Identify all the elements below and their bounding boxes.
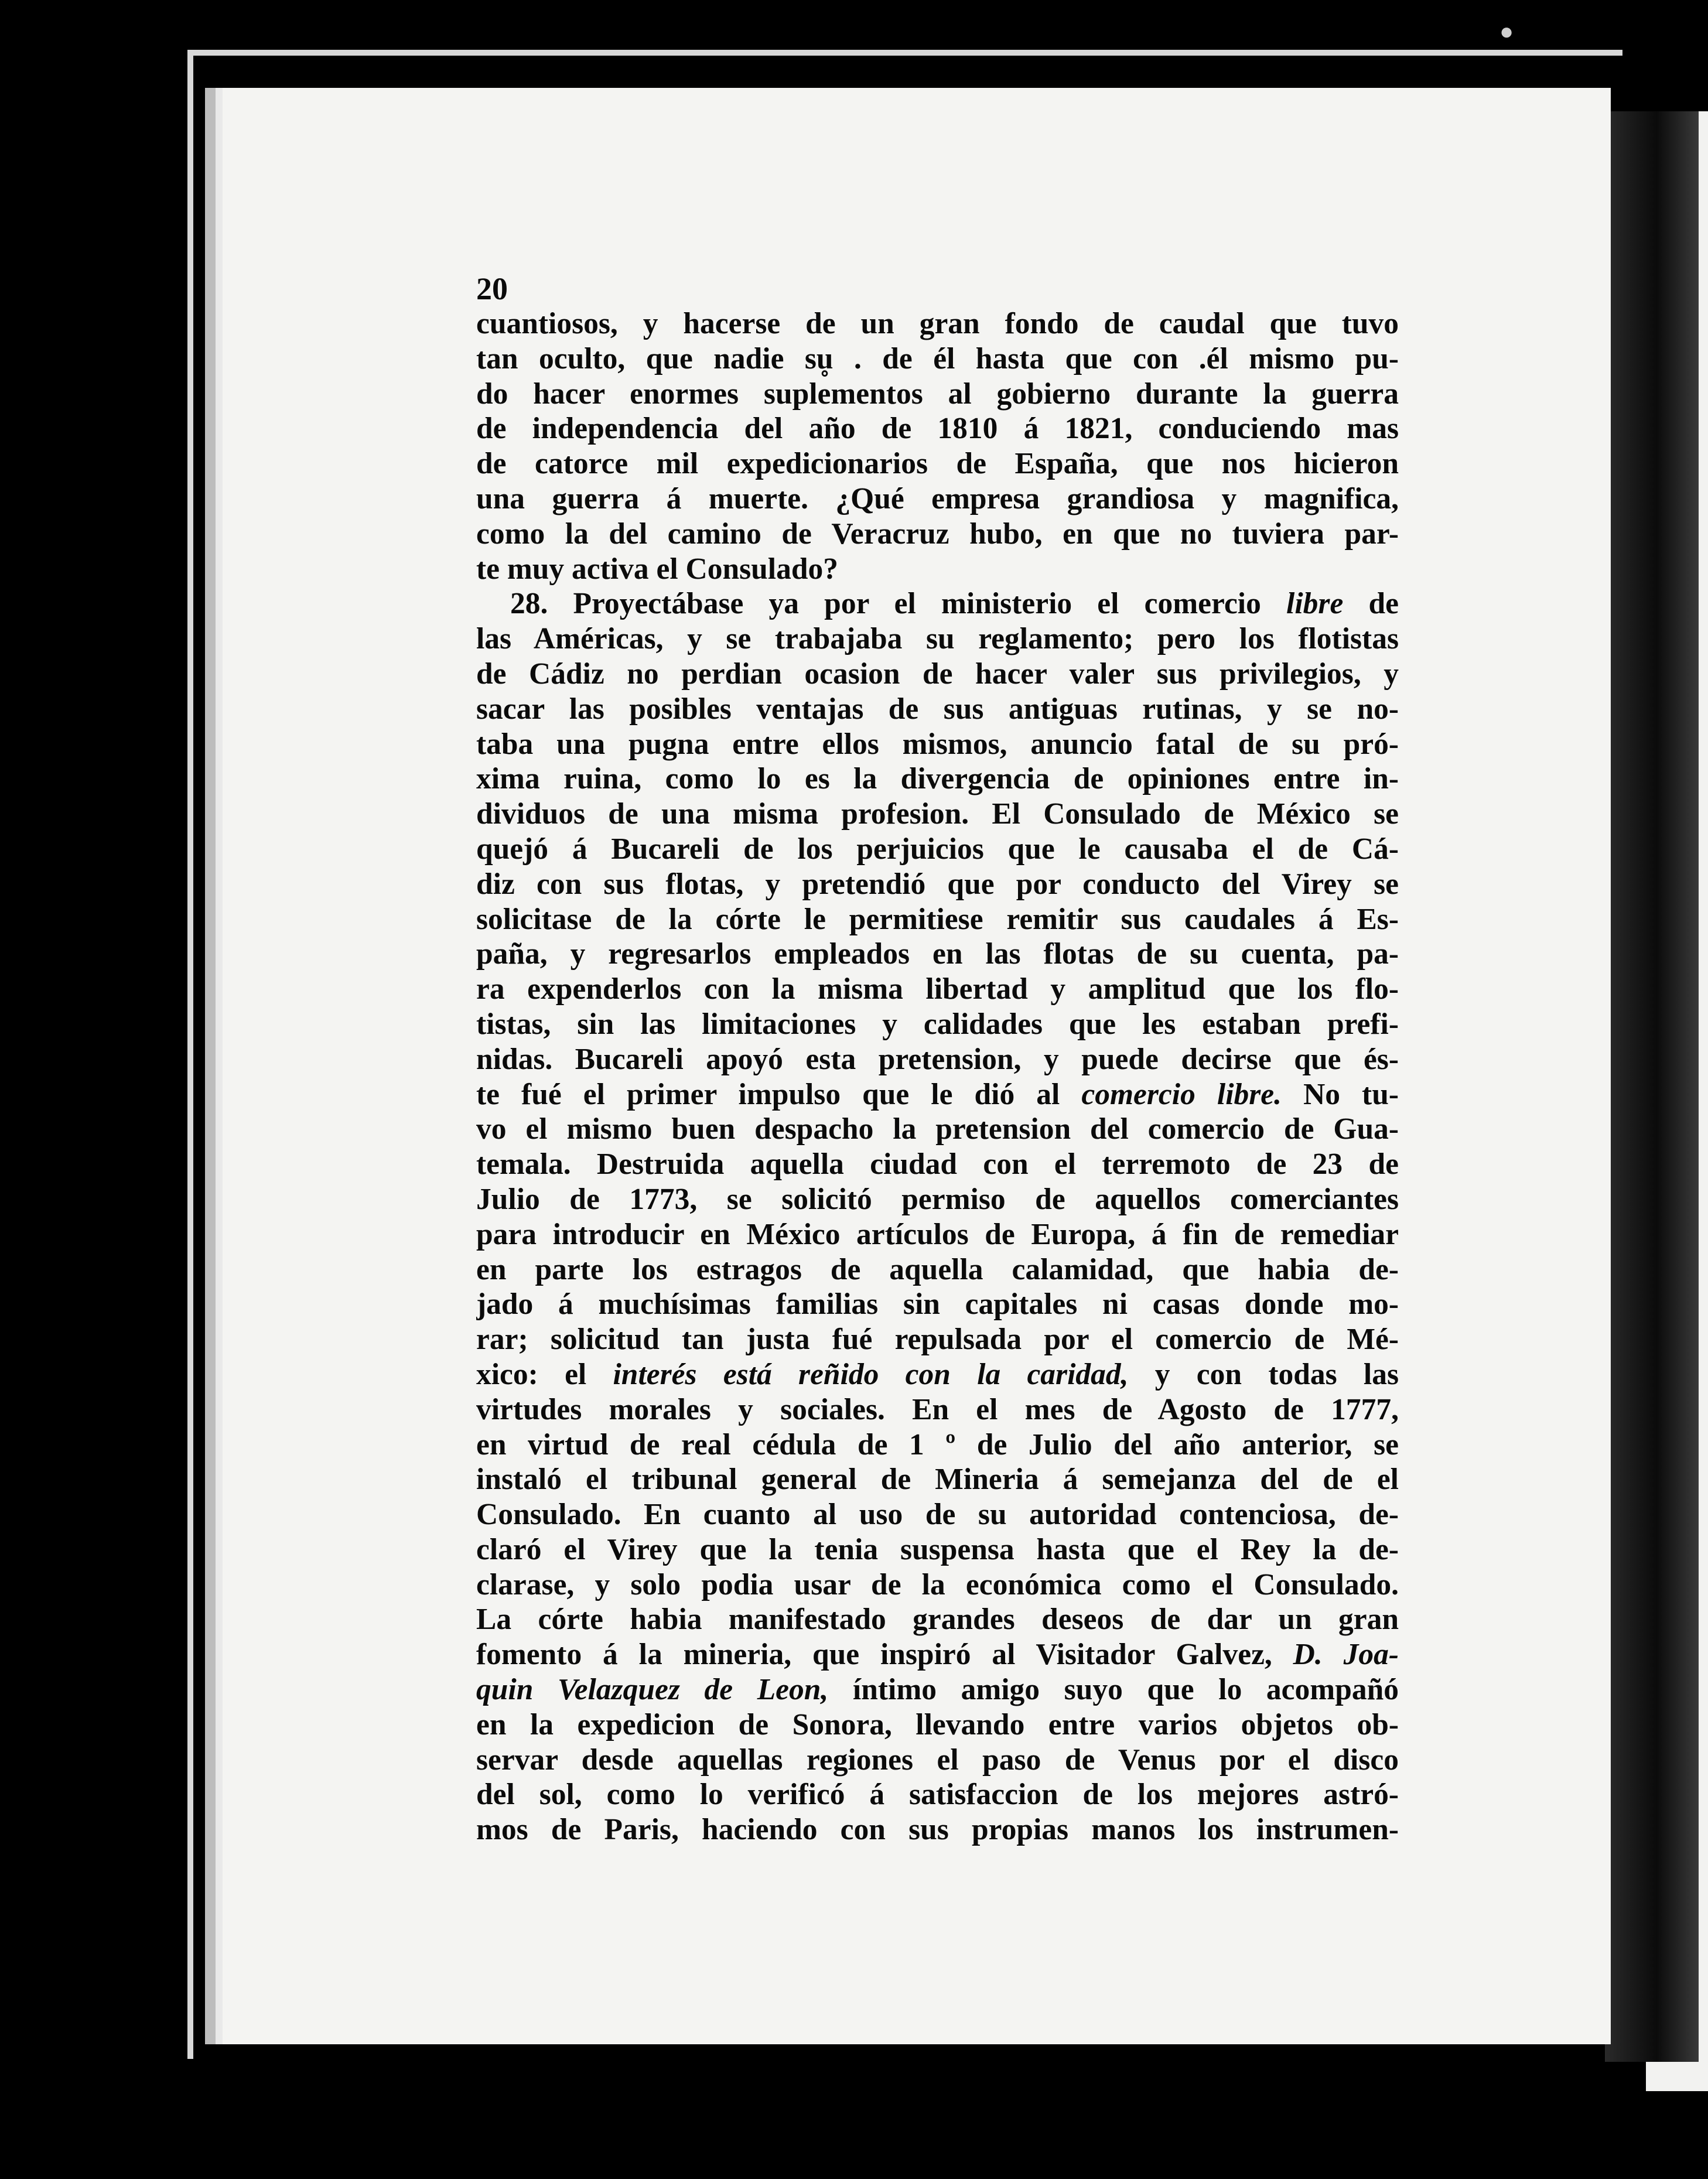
italic-run: D. Joa- bbox=[1293, 1638, 1399, 1672]
text-line: de Cádiz no perdian ocasion de hacer valer sus privilegios, y bbox=[476, 657, 1399, 691]
text-line: clarase, y solo podia usar de la económica como el Consulado. bbox=[476, 1567, 1399, 1601]
gutter-shadow bbox=[1605, 111, 1699, 2062]
text-line: do hacer enormes suplementos al gobierno durante la guerra bbox=[476, 377, 1399, 411]
text-run: xico: el bbox=[476, 1357, 613, 1391]
text-line: vo el mismo buen despacho la pretension del comercio de Gua- bbox=[476, 1112, 1399, 1146]
text-line: diz con sus flotas, y pretendió que por conducto del Virey se bbox=[476, 867, 1399, 901]
text-line: nidas. Bucareli apoyó esta pretension, y puede decirse que és- bbox=[476, 1042, 1399, 1076]
text-line: quejó á Bucareli de los perjuicios que le causaba el de Cá- bbox=[476, 832, 1399, 866]
text-line: La córte habia manifestado grandes deseos de dar un gran bbox=[476, 1603, 1399, 1637]
page-number: 20 bbox=[476, 271, 508, 306]
text-line: tistas, sin las limitaciones y calidades que les estaban prefi- bbox=[476, 1007, 1399, 1041]
text-line: Julio de 1773, se solicitó permiso de aquellos comerciantes bbox=[476, 1182, 1399, 1216]
text-line: temala. Destruida aquella ciudad con el terremoto de 23 de bbox=[476, 1147, 1399, 1181]
text-line: servar desde aquellas regiones el paso de Venus por el disco bbox=[476, 1743, 1399, 1777]
text-line: rar; solicitud tan justa fué repulsada por el comercio de Mé- bbox=[476, 1323, 1399, 1357]
italic-run: interés está reñido con la caridad, bbox=[613, 1357, 1129, 1391]
text-line: las Américas, y se trabajaba su reglamento; pero los flotistas bbox=[476, 622, 1399, 656]
text-line: virtudes morales y sociales. En el mes de Agosto de 1777, bbox=[476, 1392, 1399, 1426]
text-run: te fué el primer impulso que le dió al bbox=[476, 1077, 1082, 1111]
text-line: en virtud de real cédula de 1 º de Julio del año anterior, se bbox=[476, 1427, 1399, 1461]
text-line: en parte los estragos de aquella calamidad, que habia de- bbox=[476, 1252, 1399, 1286]
text-line: ra expenderlos con la misma libertad y amplitud que los flo- bbox=[476, 972, 1399, 1006]
text-line bbox=[476, 586, 1399, 621]
text-line: una guerra á muerte. ¿Qué empresa grandiosa y magnifica, bbox=[476, 481, 1399, 515]
text-line: taba una pugna entre ellos mismos, anuncio fatal de su pró- bbox=[476, 727, 1399, 761]
text-line bbox=[476, 1077, 1399, 1112]
text-line: jado á muchísimas familias sin capitales ni casas donde mo- bbox=[476, 1287, 1399, 1321]
text-run: 28. Proyectábase ya por el ministerio el comercio bbox=[510, 587, 1287, 621]
text-line: Consulado. En cuanto al uso de su autoridad contenciosa, de- bbox=[476, 1498, 1399, 1532]
text-line: tan oculto, que nadie su̥ . de él hasta que con .él mismo pu- bbox=[476, 341, 1399, 375]
text-line: xima ruina, como lo es la divergencia de opiniones entre in- bbox=[476, 762, 1399, 796]
text-line: mos de Paris, haciendo con sus propias manos los instrumen- bbox=[476, 1813, 1399, 1847]
text-line: solicitase de la córte le permitiese remitir sus caudales á Es- bbox=[476, 902, 1399, 936]
scan-speck: ● bbox=[1499, 18, 1514, 45]
text-line: de catorce mil expedicionarios de España, que nos hicieron bbox=[476, 447, 1399, 481]
text-run: íntimo amigo suyo que lo acompañó bbox=[828, 1673, 1399, 1707]
text-line: cuantiosos, y hacerse de un gran fondo de caudal que tuvo bbox=[476, 307, 1399, 340]
text-line: claró el Virey que la tenia suspensa hasta que el Rey la de- bbox=[476, 1532, 1399, 1566]
italic-run: libre bbox=[1286, 587, 1344, 621]
text-line: de independencia del año de 1810 á 1821, conduciendo mas bbox=[476, 412, 1399, 446]
text-line: instaló el tribunal general de Mineria á semejanza del de el bbox=[476, 1463, 1399, 1497]
italic-run: comercio libre. bbox=[1081, 1077, 1282, 1111]
text-line: sacar las posibles ventajas de sus antiguas rutinas, y se no- bbox=[476, 692, 1399, 726]
text-line: en la expedicion de Sonora, llevando entre varios objetos ob- bbox=[476, 1707, 1399, 1741]
text-run: de bbox=[1343, 587, 1399, 621]
text-line: como la del camino de Veracruz hubo, en que no tuviera par- bbox=[476, 517, 1399, 551]
text-line: paña, y regresarlos empleados en las flotas de su cuenta, pa- bbox=[476, 937, 1399, 971]
text-line bbox=[476, 1672, 1399, 1707]
text-line: del sol, como lo verificó á satisfaccion de los mejores astró- bbox=[476, 1778, 1399, 1812]
text-run: y con todas las bbox=[1128, 1357, 1399, 1391]
text-run: fomento á la mineria, que inspiró al Visitador Galvez, bbox=[476, 1638, 1293, 1672]
italic-run: quin Velazquez de Leon, bbox=[476, 1673, 829, 1707]
text-line: te muy activa el Consulado? bbox=[476, 552, 838, 586]
text-line bbox=[476, 1357, 1399, 1392]
text-line: dividuos de una misma profesion. El Consulado de México se bbox=[476, 797, 1399, 831]
text-line: para introducir en México artículos de Europa, á fin de remediar bbox=[476, 1217, 1399, 1251]
text-run: No tu- bbox=[1282, 1077, 1399, 1111]
text-line bbox=[476, 1637, 1399, 1672]
page-text bbox=[476, 272, 1399, 1847]
